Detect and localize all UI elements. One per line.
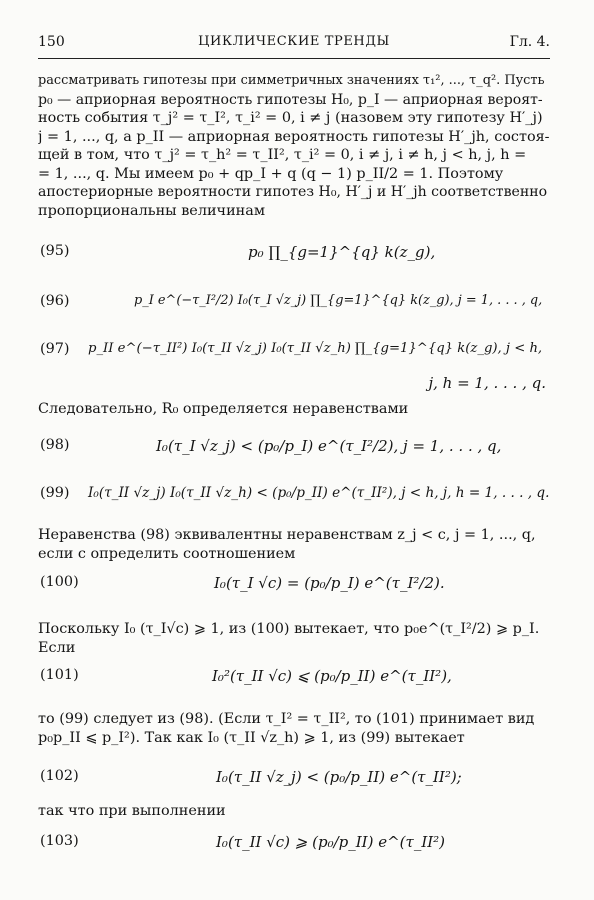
text-line: Следовательно, R₀ определяется неравенствами xyxy=(38,401,409,417)
equation-number: (99) xyxy=(40,485,70,501)
text-line: = 1, ..., q. Мы имеем p₀ + qp_I + q (q − 1) p_II/2 = 1. Поэтому xyxy=(38,165,504,182)
text-line: Поскольку I₀ (τ_I√c) ⩾ 1, из (100) вытекает, что p₀e^(τ_I²/2) ⩾ p_I. xyxy=(38,621,540,637)
equation-number: (97) xyxy=(40,341,70,357)
paragraph-follows xyxy=(38,710,550,747)
equation-98: I₀(τ_I √z_j) < (p₀/p_I) e^(τ_I²/2), j = 1, . . . , q, xyxy=(156,437,502,455)
equation-number: (103) xyxy=(40,833,79,849)
equation-number: (96) xyxy=(40,293,70,309)
text-line: ность события τ_j² = τ_I², τ_i² = 0, i ≠ j (назовем эту гипотезу H′_j) xyxy=(38,110,543,126)
text-line: Неравенства (98) эквивалентны неравенствам z_j < c, j = 1, ..., q, xyxy=(38,527,536,543)
equation-96: p_I e^(−τ_I²/2) I₀(τ_I √z_j) ∏_{g=1}^{q} k(z_g), j = 1, . . . , q, xyxy=(134,293,543,308)
paragraph-inequalities xyxy=(38,526,550,563)
equation-101: I₀²(τ_II √c) ⩽ (p₀/p_II) e^(τ_II²), xyxy=(212,667,452,685)
running-title: ЦИКЛИЧЕСКИЕ ТРЕНДЫ xyxy=(198,34,390,49)
equation-102: I₀(τ_II √z_j) < (p₀/p_II) e^(τ_II²); xyxy=(216,768,462,786)
text-line: рассматривать гипотезы при симметричных значениях τ₁², ..., τ_q². Пусть xyxy=(38,73,545,88)
chapter-label: Гл. 4. xyxy=(509,34,550,50)
paragraph-so-that xyxy=(38,802,550,821)
equation-99: I₀(τ_II √z_j) I₀(τ_II √z_h) < (p₀/p_II) e^(τ_II²), j < h, j, h = 1, . . . , q. xyxy=(88,485,550,501)
text-line: p₀ — априорная вероятность гипотезы H₀, p_I — априорная вероят- xyxy=(38,91,543,108)
paragraph-r0 xyxy=(38,400,550,419)
text-line: j = 1, ..., q, а p_II — априорная вероятность гипотезы H′_jh, состоя- xyxy=(38,128,550,145)
text-line: апостериорные вероятности гипотез H₀, H′_j и H′_jh соответственно xyxy=(38,184,548,200)
equation-97: p_II e^(−τ_II²) I₀(τ_II √z_j) I₀(τ_II √z_h) ∏_{g=1}^{q} k(z_g), j < h, xyxy=(88,341,543,356)
page-number: 150 xyxy=(38,34,65,50)
equation-number: (102) xyxy=(40,768,79,784)
equation-number: (95) xyxy=(40,243,70,259)
text-line: то (99) следует из (98). (Если τ_I² = τ_II², то (101) принимает вид xyxy=(38,711,535,727)
text-line: так что при выполнении xyxy=(38,803,226,819)
text-line: Если xyxy=(38,639,76,656)
equation-95: p₀ ∏_{g=1}^{q} k(z_g), xyxy=(248,243,436,261)
paragraph-since xyxy=(38,620,550,657)
equation-97-continuation: j, h = 1, . . . , q. xyxy=(428,374,546,392)
text-line: пропорциональны величинам xyxy=(38,202,266,219)
header-rule xyxy=(38,58,550,59)
equation-number: (100) xyxy=(40,574,79,590)
page-header xyxy=(38,34,550,58)
equation-100: I₀(τ_I √c) = (p₀/p_I) e^(τ_I²/2). xyxy=(214,574,445,592)
paragraph-hypotheses xyxy=(38,72,550,220)
text-line: щей в том, что τ_j² = τ_h² = τ_II², τ_i² = 0, i ≠ j, i ≠ h, j < h, j, h = xyxy=(38,147,527,163)
equation-number: (101) xyxy=(40,667,79,683)
text-line: если c определить соотношением xyxy=(38,545,296,562)
text-line: p₀p_II ⩽ p_I²). Так как I₀ (τ_II √z_h) ⩾ 1, из (99) вытекает xyxy=(38,729,465,746)
equation-number: (98) xyxy=(40,437,70,453)
equation-103: I₀(τ_II √c) ⩾ (p₀/p_II) e^(τ_II²) xyxy=(216,833,446,851)
